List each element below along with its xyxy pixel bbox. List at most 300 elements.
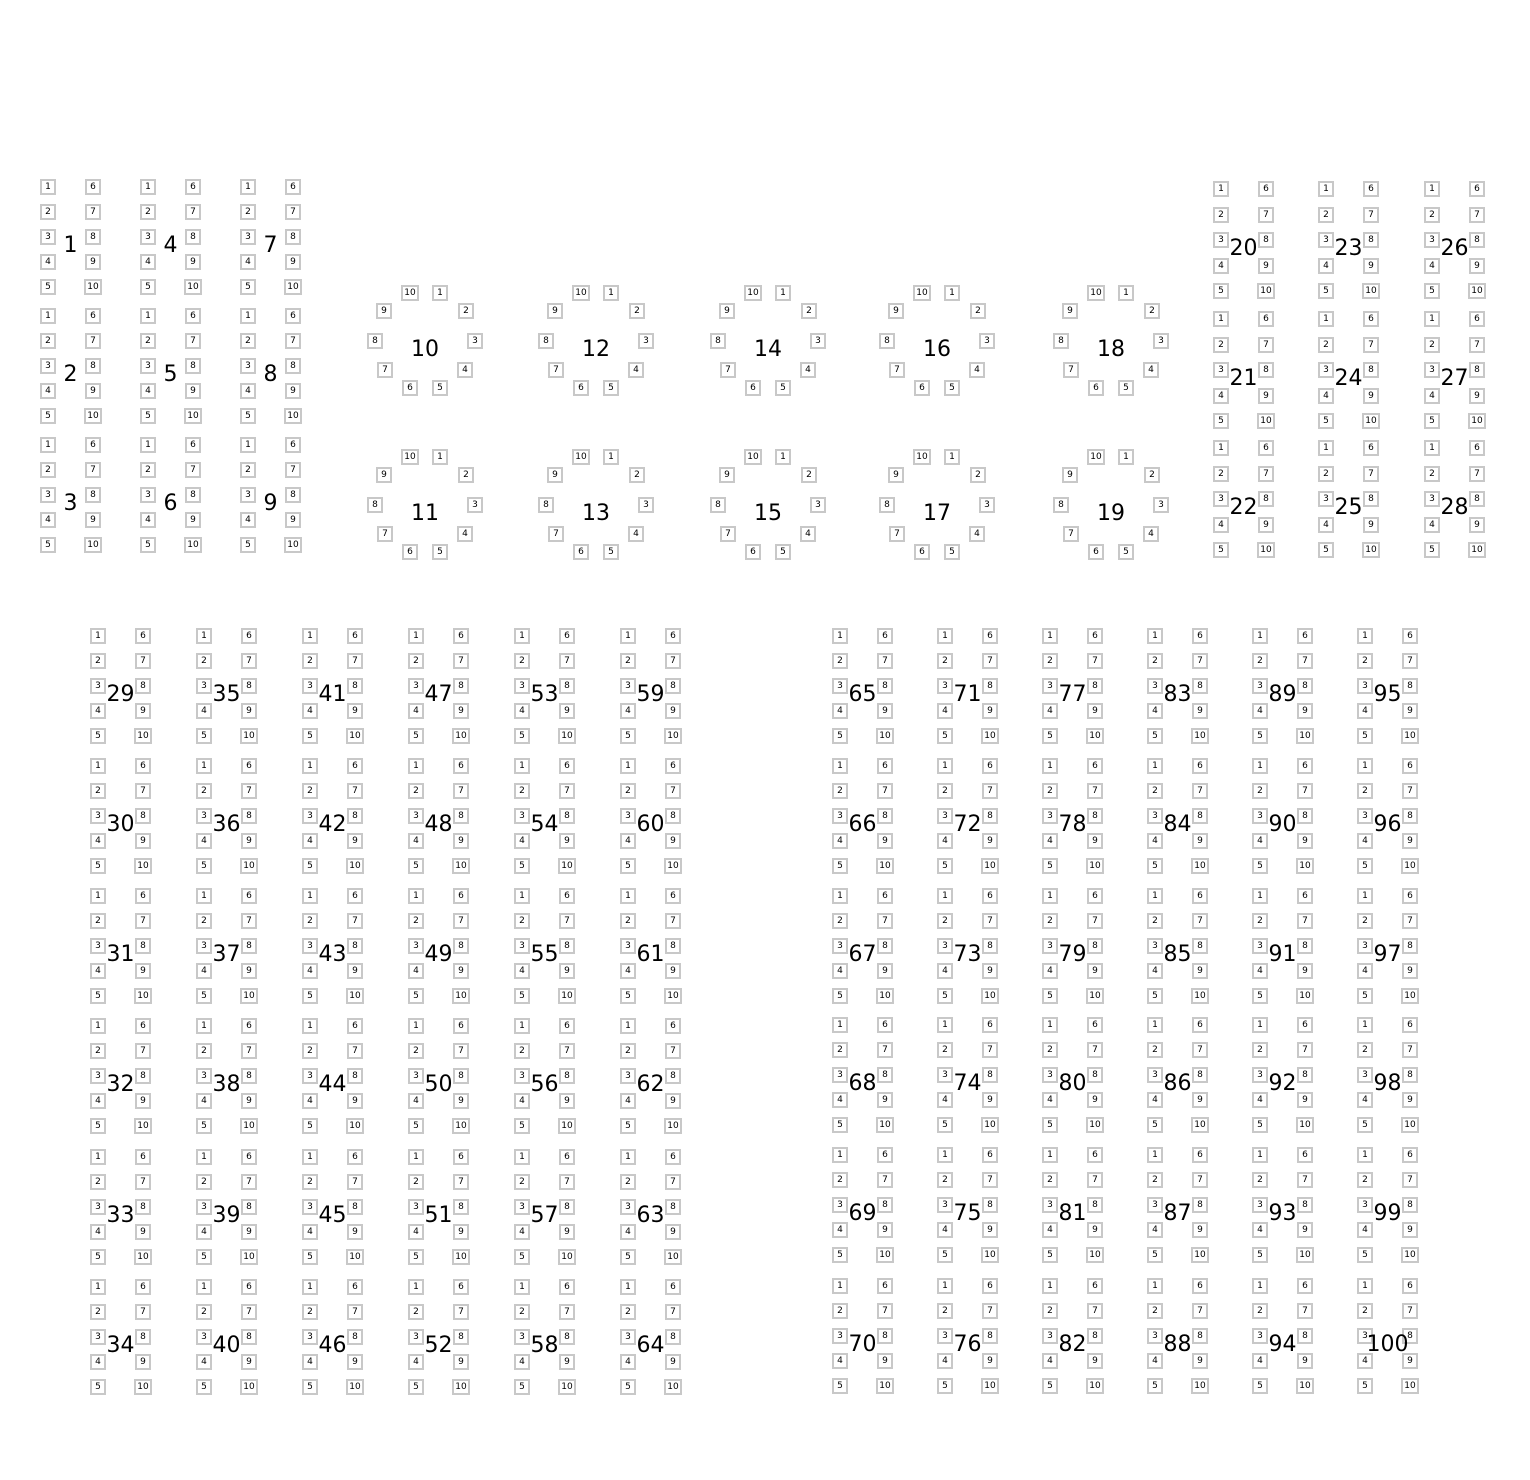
seat[interactable]: 4 [302,963,318,979]
seat[interactable]: 10 [346,1249,364,1265]
seat[interactable]: 6 [1469,440,1485,456]
seat[interactable]: 1 [1042,628,1058,644]
seat[interactable]: 1 [937,1147,953,1163]
seat[interactable]: 8 [185,229,201,245]
seat[interactable]: 9 [135,703,151,719]
seat[interactable]: 7 [877,1042,893,1058]
seat[interactable]: 10 [664,988,682,1004]
seat[interactable]: 2 [1147,1172,1163,1188]
seat[interactable]: 5 [937,988,953,1004]
seat[interactable]: 7 [665,653,681,669]
seat[interactable]: 2 [1147,783,1163,799]
seat[interactable]: 6 [1087,1147,1103,1163]
seat[interactable]: 3 [1424,362,1440,378]
seat[interactable]: 8 [453,1329,469,1345]
seat[interactable]: 3 [467,497,483,513]
seat[interactable]: 10 [913,449,931,465]
seat[interactable]: 3 [408,1329,424,1345]
seat[interactable]: 4 [1213,517,1229,533]
seat[interactable]: 6 [559,1018,575,1034]
seat[interactable]: 2 [514,783,530,799]
seat[interactable]: 9 [1469,517,1485,533]
seat[interactable]: 4 [1042,703,1058,719]
seat[interactable]: 2 [408,1043,424,1059]
seat[interactable]: 7 [1063,362,1079,378]
seat[interactable]: 9 [453,1354,469,1370]
seat[interactable]: 5 [1424,542,1440,558]
seat[interactable]: 6 [347,628,363,644]
seat[interactable]: 6 [1192,1017,1208,1033]
seat[interactable]: 4 [1147,1222,1163,1238]
seat[interactable]: 10 [981,988,999,1004]
seat[interactable]: 4 [302,1224,318,1240]
seat[interactable]: 3 [90,808,106,824]
seat[interactable]: 6 [135,1279,151,1295]
seat[interactable]: 7 [1258,207,1274,223]
seat[interactable]: 4 [1252,703,1268,719]
seat[interactable]: 5 [408,1249,424,1265]
seat[interactable]: 8 [241,808,257,824]
seat[interactable]: 3 [514,1329,530,1345]
seat[interactable]: 1 [90,1149,106,1165]
seat[interactable]: 9 [1402,1092,1418,1108]
seat[interactable]: 9 [185,383,201,399]
seat[interactable]: 2 [196,783,212,799]
seat[interactable]: 3 [302,938,318,954]
seat[interactable]: 3 [1357,1328,1373,1344]
seat[interactable]: 10 [981,1117,999,1133]
seat[interactable]: 1 [90,888,106,904]
seat[interactable]: 3 [638,497,654,513]
seat[interactable]: 5 [40,279,56,295]
seat[interactable]: 7 [185,333,201,349]
seat[interactable]: 7 [377,362,393,378]
seat[interactable]: 5 [620,1118,636,1134]
seat[interactable]: 8 [1087,938,1103,954]
seat[interactable]: 2 [458,467,474,483]
seat[interactable]: 2 [1147,913,1163,929]
seat[interactable]: 10 [1401,728,1419,744]
seat[interactable]: 3 [1147,1328,1163,1344]
seat[interactable]: 10 [346,728,364,744]
seat[interactable]: 8 [538,497,554,513]
seat[interactable]: 9 [376,467,392,483]
seat[interactable]: 8 [347,1199,363,1215]
seat[interactable]: 6 [1192,888,1208,904]
seat[interactable]: 7 [1258,466,1274,482]
seat[interactable]: 3 [638,333,654,349]
seat[interactable]: 5 [140,408,156,424]
seat[interactable]: 3 [1252,678,1268,694]
seat[interactable]: 2 [90,1174,106,1190]
seat[interactable]: 1 [302,1149,318,1165]
seat[interactable]: 6 [185,179,201,195]
seat[interactable]: 2 [832,913,848,929]
seat[interactable]: 10 [1191,1378,1209,1394]
seat[interactable]: 8 [1402,678,1418,694]
seat[interactable]: 1 [1042,1278,1058,1294]
seat[interactable]: 1 [90,758,106,774]
seat[interactable]: 8 [1053,497,1069,513]
seat[interactable]: 5 [1118,544,1134,560]
seat[interactable]: 5 [1147,728,1163,744]
seat[interactable]: 1 [302,628,318,644]
seat[interactable]: 4 [514,1354,530,1370]
seat[interactable]: 8 [1192,938,1208,954]
seat[interactable]: 3 [832,1067,848,1083]
seat[interactable]: 4 [408,703,424,719]
seat[interactable]: 10 [876,1117,894,1133]
seat[interactable]: 6 [135,1149,151,1165]
seat[interactable]: 1 [1357,1147,1373,1163]
seat[interactable]: 4 [1357,1222,1373,1238]
seat[interactable]: 8 [347,808,363,824]
seat[interactable]: 7 [453,1304,469,1320]
seat[interactable]: 5 [1147,1117,1163,1133]
seat[interactable]: 4 [1357,703,1373,719]
seat[interactable]: 7 [1402,1042,1418,1058]
seat[interactable]: 6 [241,758,257,774]
seat[interactable]: 1 [240,179,256,195]
seat[interactable]: 9 [1087,1092,1103,1108]
seat[interactable]: 4 [1042,833,1058,849]
seat[interactable]: 9 [982,833,998,849]
seat[interactable]: 6 [453,1018,469,1034]
seat[interactable]: 4 [1424,258,1440,274]
seat[interactable]: 4 [1357,1092,1373,1108]
seat[interactable]: 2 [140,333,156,349]
seat[interactable]: 7 [1297,1042,1313,1058]
seat[interactable]: 7 [241,913,257,929]
seat[interactable]: 3 [1252,1328,1268,1344]
seat[interactable]: 10 [452,1249,470,1265]
seat[interactable]: 7 [559,1174,575,1190]
seat[interactable]: 9 [85,254,101,270]
seat[interactable]: 9 [559,963,575,979]
seat[interactable]: 10 [134,858,152,874]
seat[interactable]: 7 [877,913,893,929]
seat[interactable]: 8 [665,1329,681,1345]
seat[interactable]: 10 [1296,988,1314,1004]
seat[interactable]: 5 [1318,283,1334,299]
seat[interactable]: 9 [1402,703,1418,719]
seat[interactable]: 1 [1147,1017,1163,1033]
seat[interactable]: 9 [1297,703,1313,719]
seat[interactable]: 4 [620,1224,636,1240]
seat[interactable]: 10 [1468,413,1486,429]
seat[interactable]: 7 [135,783,151,799]
seat[interactable]: 10 [84,408,102,424]
seat[interactable]: 9 [1469,258,1485,274]
seat[interactable]: 3 [302,1199,318,1215]
seat[interactable]: 10 [1296,1378,1314,1394]
seat[interactable]: 2 [970,467,986,483]
seat[interactable]: 2 [832,1303,848,1319]
seat[interactable]: 5 [90,728,106,744]
seat[interactable]: 3 [832,678,848,694]
seat[interactable]: 8 [1258,491,1274,507]
seat[interactable]: 10 [284,408,302,424]
seat[interactable]: 2 [1318,337,1334,353]
seat[interactable]: 4 [1042,1353,1058,1369]
seat[interactable]: 2 [620,913,636,929]
seat[interactable]: 2 [937,653,953,669]
seat[interactable]: 1 [1042,1147,1058,1163]
seat[interactable]: 5 [196,1118,212,1134]
seat[interactable]: 4 [1318,258,1334,274]
seat[interactable]: 8 [982,1197,998,1213]
seat[interactable]: 5 [620,728,636,744]
seat[interactable]: 7 [241,1304,257,1320]
seat[interactable]: 5 [196,1249,212,1265]
seat[interactable]: 5 [196,858,212,874]
seat[interactable]: 5 [1042,1247,1058,1263]
seat[interactable]: 2 [408,653,424,669]
seat[interactable]: 10 [240,1249,258,1265]
seat[interactable]: 3 [1357,1197,1373,1213]
seat[interactable]: 10 [981,1247,999,1263]
seat[interactable]: 4 [514,1093,530,1109]
seat[interactable]: 9 [1402,833,1418,849]
seat[interactable]: 7 [665,913,681,929]
seat[interactable]: 10 [876,1247,894,1263]
seat[interactable]: 1 [937,628,953,644]
seat[interactable]: 8 [1053,333,1069,349]
seat[interactable]: 5 [40,537,56,553]
seat[interactable]: 6 [914,544,930,560]
seat[interactable]: 4 [140,512,156,528]
seat[interactable]: 1 [832,1147,848,1163]
seat[interactable]: 10 [876,988,894,1004]
seat[interactable]: 2 [629,303,645,319]
seat[interactable]: 1 [514,1149,530,1165]
seat[interactable]: 1 [620,888,636,904]
seat[interactable]: 7 [982,1042,998,1058]
seat[interactable]: 1 [196,1018,212,1034]
seat[interactable]: 1 [1147,1147,1163,1163]
seat[interactable]: 5 [1042,1378,1058,1394]
seat[interactable]: 7 [185,462,201,478]
seat[interactable]: 2 [1147,1042,1163,1058]
seat[interactable]: 7 [559,653,575,669]
seat[interactable]: 7 [241,783,257,799]
seat[interactable]: 1 [1357,888,1373,904]
seat[interactable]: 2 [937,1172,953,1188]
seat[interactable]: 3 [140,487,156,503]
seat[interactable]: 2 [1252,913,1268,929]
seat[interactable]: 7 [135,1174,151,1190]
seat[interactable]: 4 [240,254,256,270]
seat[interactable]: 4 [408,1354,424,1370]
seat[interactable]: 10 [558,1379,576,1395]
seat[interactable]: 2 [832,783,848,799]
seat[interactable]: 1 [196,888,212,904]
seat[interactable]: 10 [284,537,302,553]
seat[interactable]: 6 [1258,311,1274,327]
seat[interactable]: 7 [1258,337,1274,353]
seat[interactable]: 5 [90,1379,106,1395]
seat[interactable]: 3 [1424,491,1440,507]
seat[interactable]: 8 [453,678,469,694]
seat[interactable]: 3 [302,808,318,824]
seat[interactable]: 5 [90,1118,106,1134]
seat[interactable]: 2 [1357,913,1373,929]
seat[interactable]: 8 [1297,808,1313,824]
seat[interactable]: 3 [979,497,995,513]
seat[interactable]: 6 [1087,888,1103,904]
seat[interactable]: 10 [1191,858,1209,874]
seat[interactable]: 4 [408,1224,424,1240]
seat[interactable]: 9 [85,383,101,399]
seat[interactable]: 9 [453,703,469,719]
seat[interactable]: 6 [914,380,930,396]
seat[interactable]: 2 [140,204,156,220]
seat[interactable]: 3 [1252,1067,1268,1083]
seat[interactable]: 1 [1252,888,1268,904]
seat[interactable]: 5 [196,1379,212,1395]
seat[interactable]: 4 [196,833,212,849]
seat[interactable]: 7 [665,1174,681,1190]
seat[interactable]: 5 [240,279,256,295]
seat[interactable]: 1 [408,888,424,904]
seat[interactable]: 8 [877,808,893,824]
seat[interactable]: 2 [937,913,953,929]
seat[interactable]: 7 [285,333,301,349]
seat[interactable]: 4 [969,526,985,542]
seat[interactable]: 2 [302,1043,318,1059]
seat[interactable]: 3 [937,1328,953,1344]
seat[interactable]: 1 [90,1279,106,1295]
seat[interactable]: 2 [40,333,56,349]
seat[interactable]: 6 [745,544,761,560]
seat[interactable]: 4 [628,526,644,542]
seat[interactable]: 5 [1252,1117,1268,1133]
seat[interactable]: 9 [1297,1222,1313,1238]
seat[interactable]: 9 [1087,703,1103,719]
seat[interactable]: 6 [1363,311,1379,327]
seat[interactable]: 1 [1318,440,1334,456]
seat[interactable]: 2 [620,783,636,799]
seat[interactable]: 5 [1357,728,1373,744]
seat[interactable]: 10 [452,1379,470,1395]
seat[interactable]: 4 [832,1092,848,1108]
seat[interactable]: 1 [1252,1278,1268,1294]
seat[interactable]: 1 [1118,449,1134,465]
seat[interactable]: 3 [979,333,995,349]
seat[interactable]: 9 [888,303,904,319]
seat[interactable]: 5 [1042,858,1058,874]
seat[interactable]: 10 [84,279,102,295]
seat[interactable]: 5 [1252,1247,1268,1263]
seat[interactable]: 10 [134,988,152,1004]
seat[interactable]: 10 [452,858,470,874]
seat[interactable]: 3 [1318,491,1334,507]
seat[interactable]: 1 [1252,758,1268,774]
seat[interactable]: 10 [134,1249,152,1265]
seat[interactable]: 2 [140,462,156,478]
seat[interactable]: 2 [937,1303,953,1319]
seat[interactable]: 8 [85,229,101,245]
seat[interactable]: 9 [347,1224,363,1240]
seat[interactable]: 8 [710,333,726,349]
seat[interactable]: 6 [559,628,575,644]
seat[interactable]: 6 [241,1018,257,1034]
seat[interactable]: 7 [559,1304,575,1320]
seat[interactable]: 9 [877,833,893,849]
seat[interactable]: 10 [664,858,682,874]
seat[interactable]: 8 [135,808,151,824]
seat[interactable]: 4 [1318,388,1334,404]
seat[interactable]: 6 [453,758,469,774]
seat[interactable]: 2 [1252,1303,1268,1319]
seat[interactable]: 1 [1357,1017,1373,1033]
seat[interactable]: 10 [664,728,682,744]
seat[interactable]: 8 [135,678,151,694]
seat[interactable]: 7 [877,653,893,669]
seat[interactable]: 9 [559,1224,575,1240]
seat[interactable]: 3 [514,1068,530,1084]
seat[interactable]: 7 [1402,653,1418,669]
seat[interactable]: 7 [548,362,564,378]
seat[interactable]: 1 [1147,628,1163,644]
seat[interactable]: 10 [1362,413,1380,429]
seat[interactable]: 2 [620,1304,636,1320]
seat[interactable]: 1 [937,888,953,904]
seat[interactable]: 10 [1296,1117,1314,1133]
seat[interactable]: 10 [1086,858,1104,874]
seat[interactable]: 10 [1191,728,1209,744]
seat[interactable]: 7 [877,1303,893,1319]
seat[interactable]: 3 [832,1328,848,1344]
seat[interactable]: 7 [453,653,469,669]
seat[interactable]: 4 [1357,1353,1373,1369]
seat[interactable]: 2 [1042,653,1058,669]
seat[interactable]: 9 [559,703,575,719]
seat[interactable]: 5 [775,544,791,560]
seat[interactable]: 4 [937,1222,953,1238]
seat[interactable]: 8 [1087,808,1103,824]
seat[interactable]: 6 [241,888,257,904]
seat[interactable]: 3 [90,1329,106,1345]
seat[interactable]: 1 [196,758,212,774]
seat[interactable]: 3 [196,1329,212,1345]
seat[interactable]: 8 [538,333,554,349]
seat[interactable]: 1 [1318,311,1334,327]
seat[interactable]: 10 [572,285,590,301]
seat[interactable]: 10 [1086,1247,1104,1263]
seat[interactable]: 2 [196,653,212,669]
seat[interactable]: 10 [1401,858,1419,874]
seat[interactable]: 5 [196,988,212,1004]
seat[interactable]: 7 [559,1043,575,1059]
seat[interactable]: 5 [937,1117,953,1133]
seat[interactable]: 2 [302,1304,318,1320]
seat[interactable]: 8 [877,938,893,954]
seat[interactable]: 2 [1252,653,1268,669]
seat[interactable]: 3 [1213,491,1229,507]
seat[interactable]: 8 [982,938,998,954]
seat[interactable]: 3 [937,1197,953,1213]
seat[interactable]: 8 [347,678,363,694]
seat[interactable]: 7 [1363,466,1379,482]
seat[interactable]: 2 [1357,1172,1373,1188]
seat[interactable]: 10 [452,988,470,1004]
seat[interactable]: 7 [347,653,363,669]
seat[interactable]: 5 [408,858,424,874]
seat[interactable]: 6 [347,1149,363,1165]
seat[interactable]: 8 [1469,491,1485,507]
seat[interactable]: 4 [90,1093,106,1109]
